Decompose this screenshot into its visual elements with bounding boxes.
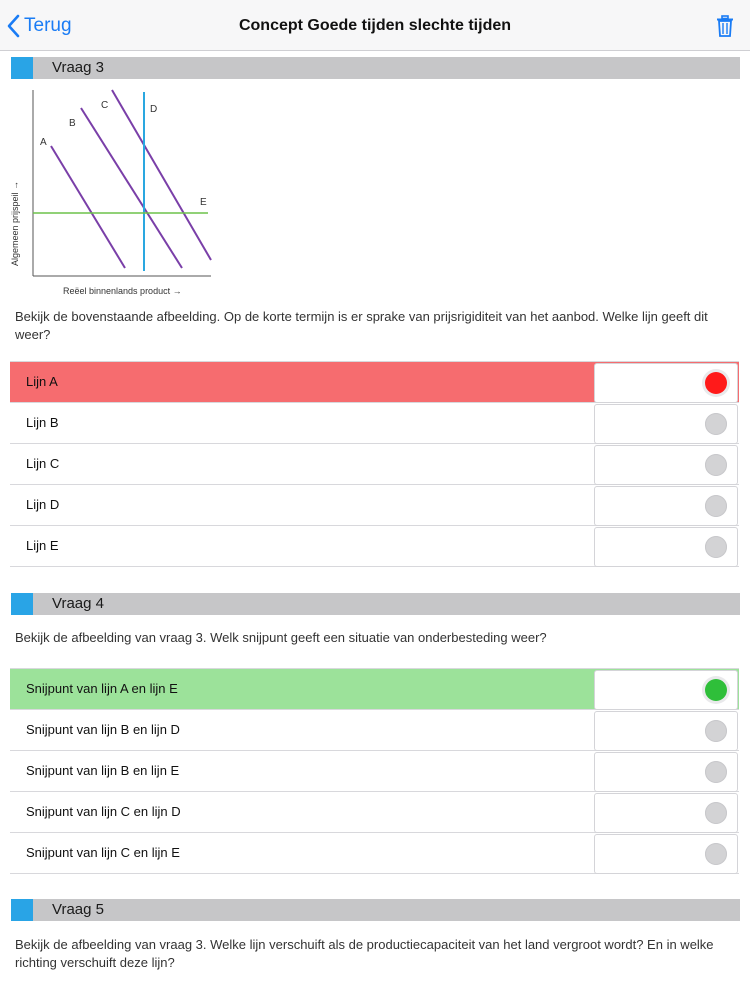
radio-selected-wrong[interactable] — [705, 372, 727, 394]
label-a: A — [40, 137, 47, 148]
question-text: Bekijk de afbeelding van vraag 3. Welke lijn verschuift als de productiecapaciteit van het land vergroot wordt? En in welke richting verschuift deze lijn? — [15, 937, 714, 970]
radio-button[interactable] — [705, 802, 727, 824]
question-header-4 — [11, 593, 740, 615]
answer-option[interactable] — [10, 485, 739, 526]
answer-choice-box[interactable] — [594, 834, 738, 874]
radio-button[interactable] — [705, 454, 727, 476]
label-c: C — [101, 100, 109, 111]
answer-option[interactable] — [10, 792, 739, 833]
radio-button[interactable] — [705, 536, 727, 558]
trash-icon[interactable] — [716, 15, 734, 37]
answer-option[interactable] — [10, 751, 739, 792]
radio-button[interactable] — [705, 843, 727, 865]
answer-choice-box[interactable] — [594, 670, 738, 710]
answer-label: Lijn A — [26, 374, 58, 389]
answer-label: Lijn C — [26, 456, 60, 471]
line-b — [81, 108, 182, 268]
answer-option[interactable] — [10, 403, 739, 444]
question-header-5 — [11, 899, 740, 921]
page-title: Concept Goede tijden slechte tijden — [238, 17, 512, 34]
answer-choice-box[interactable] — [594, 527, 738, 567]
answer-choice-box[interactable] — [594, 404, 738, 444]
answer-choice-box[interactable] — [594, 363, 738, 403]
answer-list-3 — [10, 361, 739, 567]
question-marker — [11, 899, 33, 921]
answer-choice-box[interactable] — [594, 752, 738, 792]
question-marker — [11, 57, 33, 79]
question-title: Vraag 4 — [52, 595, 104, 612]
question-marker — [11, 593, 33, 615]
answer-choice-box[interactable] — [594, 486, 738, 526]
question-text: Bekijk de afbeelding van vraag 3. Welk snijpunt geeft een situatie van onderbesteding weer? — [15, 630, 547, 645]
line-a — [51, 146, 125, 268]
economics-figure — [5, 84, 220, 299]
answer-label: Lijn B — [26, 415, 59, 430]
answer-option[interactable] — [10, 526, 739, 567]
label-d: D — [150, 104, 158, 115]
answer-label: Lijn E — [26, 538, 59, 553]
y-axis-label: Algemeen prijspeil → — [10, 180, 20, 266]
answer-label: Lijn D — [26, 497, 60, 512]
navigation-bar — [0, 0, 750, 51]
radio-button[interactable] — [705, 761, 727, 783]
answer-label: Snijpunt van lijn A en lijn E — [26, 681, 178, 696]
answer-choice-box[interactable] — [594, 445, 738, 485]
answer-option[interactable] — [10, 833, 739, 874]
answer-label: Snijpunt van lijn B en lijn E — [26, 763, 180, 778]
answer-label: Snijpunt van lijn C en lijn E — [26, 845, 180, 860]
question-title: Vraag 5 — [52, 901, 104, 918]
question-header-3 — [11, 57, 740, 79]
answer-choice-box[interactable] — [594, 711, 738, 751]
answer-option[interactable] — [10, 362, 739, 403]
question-text: Bekijk de bovenstaande afbeelding. Op de korte termijn is er sprake van prijsrigiditeit van het aanbod. Welke lijn geeft dit weer? — [15, 309, 708, 342]
answer-option[interactable] — [10, 669, 739, 710]
label-b: B — [69, 118, 76, 129]
back-label: Terug — [24, 15, 72, 36]
answer-option[interactable] — [10, 444, 739, 485]
radio-selected-right[interactable] — [705, 679, 727, 701]
radio-button[interactable] — [705, 495, 727, 517]
x-axis-label: Reëel binnenlands product → — [63, 286, 182, 296]
radio-button[interactable] — [705, 413, 727, 435]
answer-label: Snijpunt van lijn C en lijn D — [26, 804, 181, 819]
answer-list-4 — [10, 668, 739, 874]
answer-label: Snijpunt van lijn B en lijn D — [26, 722, 180, 737]
answer-choice-box[interactable] — [594, 793, 738, 833]
radio-button[interactable] — [705, 720, 727, 742]
answer-option[interactable] — [10, 710, 739, 751]
label-e: E — [200, 197, 207, 208]
question-title: Vraag 3 — [52, 59, 104, 76]
